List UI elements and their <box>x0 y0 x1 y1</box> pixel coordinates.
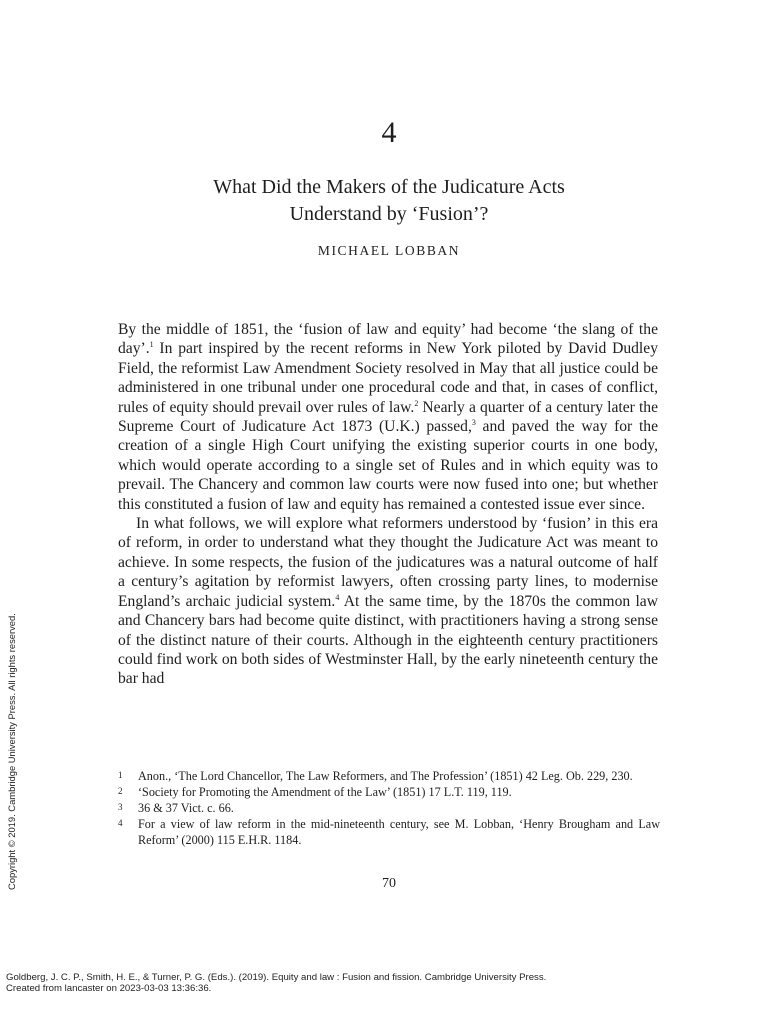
footnote-number: 3 <box>118 802 123 812</box>
page-number: 70 <box>382 876 396 891</box>
footnote-4 <box>118 816 660 848</box>
citation-footer <box>6 972 546 994</box>
footnote-text: For a view of law reform in the mid-nineteenth century, see M. Lobban, ‘Henry Brougham and Law Reform’ (2000) 115 E.H.R. 1184. <box>138 817 660 847</box>
paragraph-1-text-b: In part inspired by the recent reforms in New York piloted by David Dudley Field, the reformist Law Amendment Society resolved in May that all justice could be administered in one tribunal under one procedural code and that, in cases of conflict, rules of equity should prevail over rules of law. <box>118 340 658 416</box>
body-text <box>118 320 658 689</box>
paragraph-1 <box>118 320 658 514</box>
footnote-ref-2[interactable]: 2 <box>414 398 419 408</box>
paragraph-1-text-c: Nearly a quarter of a century later the Supreme Court of Judicature Act 1873 (U.K.) passed, <box>118 398 658 436</box>
footnote-1 <box>118 768 660 784</box>
chapter-number: 4 <box>381 116 397 149</box>
footnote-ref-4[interactable]: 4 <box>335 592 340 602</box>
footnote-number: 4 <box>118 818 123 828</box>
footnote-text: 36 & 37 Vict. c. 66. <box>138 801 234 815</box>
footnote-ref-3[interactable]: 3 <box>471 418 476 428</box>
footnote-ref-1[interactable]: 1 <box>149 340 154 350</box>
footnote-number: 1 <box>118 770 123 780</box>
side-copyright-notice: Copyright © 2019. Cambridge University Press. All rights reserved. <box>6 613 17 890</box>
footnote-text: Anon., ‘The Lord Chancellor, The Law Reformers, and The Profession’ (1851) 42 Leg. Ob. 229, 230. <box>138 769 633 783</box>
footnotes <box>118 768 660 848</box>
chapter-title-line-1: What Did the Makers of the Judicature Acts <box>213 176 565 198</box>
paragraph-2 <box>118 514 658 689</box>
footnote-2 <box>118 784 660 800</box>
citation-line-1: Goldberg, J. C. P., Smith, H. E., & Turner, P. G. (Eds.). (2019). Equity and law : Fusion and fission. Cambridge University Press. <box>6 972 547 983</box>
paragraph-2-text-b: At the same time, by the 1870s the common law and Chancery bars had become quite distinct, with practitioners having a strong sense of the distinct nature of their courts. Although in the eighteenth century practitioners could find work on both sides of Westminster Hall, by the early nineteenth century the bar had <box>118 592 658 688</box>
author-name: MICHAEL LOBBAN <box>317 243 461 258</box>
paragraph-1-text-a: By the middle of 1851, the ‘fusion of law and equity’ had become ‘the slang of the day’. <box>118 321 658 358</box>
footnote-3 <box>118 800 660 816</box>
footnote-text: ‘Society for Promoting the Amendment of the Law’ (1851) 17 L.T. 119, 119. <box>138 785 512 799</box>
citation-line-2: Created from lancaster on 2023-03-03 13:36:36. <box>6 983 212 994</box>
footnote-number: 2 <box>118 786 123 796</box>
chapter-title <box>0 174 768 228</box>
paragraph-1-text-d: and paved the way for the creation of a single High Court unifying the existing superior courts in one body, which would operate according to a single set of Rules and in which equity was to prevail. The Chancery and common law courts were now fused into one; but whether this constituted a fusion of law and equity has remained a contested issue ever since. <box>118 418 658 513</box>
paragraph-2-text-a: In what follows, we will explore what reformers understood by ‘fusion’ in this era of reform, in order to understand what they thought the Judicature Act was meant to achieve. In some respects, the fusion of the judicatures was a natural outcome of half a century’s agitation by reformist lawyers, often crossing party lines, to modernise England’s archaic judicial system. <box>118 515 658 610</box>
chapter-title-line-2: Understand by ‘Fusion’? <box>289 203 489 225</box>
